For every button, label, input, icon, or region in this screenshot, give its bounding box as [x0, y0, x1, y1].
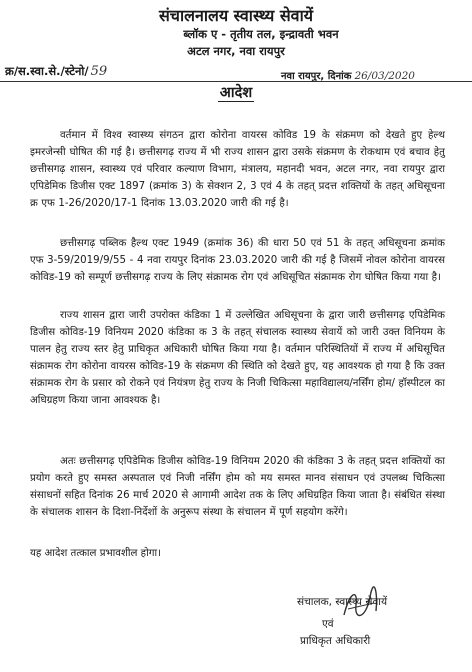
signatory-block — [300, 617, 371, 648]
document-title: आदेश — [219, 85, 253, 101]
block-address: ब्लॉक ए - तृतीय तल, इन्द्रावती भवन — [183, 27, 339, 41]
office-name: संचालनालय स्वास्थ्य सेवायें — [158, 6, 314, 25]
place-date-label: नवा रायपुर, दिनांक — [281, 71, 352, 82]
reference-handwritten-number: 59 — [90, 64, 108, 79]
reference-number — [5, 64, 107, 79]
place-date — [281, 68, 415, 82]
closing-line: यह आदेश तत्काल प्रभावशील होगा। — [30, 548, 161, 559]
signatory-title: संचालक, स्वास्थ्य सेवायें — [297, 596, 388, 608]
handwritten-date: 26/03/2020 — [354, 70, 415, 82]
paragraph-2: छत्तीसगढ़ पब्लिक हैल्थ एक्ट 1949 (क्रमांक 36) की धारा 50 एवं 51 के तहत् अधिसूचना क्रमांक एफ 3-59/2019/9/55 - 4 नवा रायपुर दिनांक 23.03.2020 जारी की गई है जिसमें नोवल कोरोना वायरस कोविड-19 को सम्पूर्ण छत्तीसगढ़ राज्य के लिए संक्रामक रोग एवं अधिसूचित संक्रामक रोग घोषित किया गया है। — [30, 238, 445, 284]
signatory-authority: प्राधिकृत अधिकारी — [300, 635, 371, 647]
paragraph-1: वर्तमान में विश्व स्वास्थ्य संगठन द्वारा कोरोना वायरस कोविड 19 के संक्रमण को देखते हुए हेल्थ इमरजेन्सी घोषित की गई है। छत्तीसगढ़ राज्य में भी राज्य शासन द्वारा उसके संक्रमण के रोकथाम एवं बचाव हेतु छत्तीसगढ़ शासन, स्वास्थ्य एवं परिवार कल्याण विभाग, मंत्रालय, महानदी भवन, अटल नगर, नवा रायपुर द्वारा एपिडेमिक डिजीस एक्ट 1897 (क्रमांक 3) के सेक्शन 2, 3 एवं 4 के तहत् प्रदत्त शक्तियों के तहत् अधिसूचना क्र एफ 1-26/2020/17-1 दिनांक 13.03.2020 जारी की गई है। — [30, 130, 445, 210]
city-address: अटल नगर, नवा रायपुर — [187, 44, 285, 58]
signatory-conjunction: एवं — [322, 618, 334, 630]
reference-label: क्र/स.स्वा.से./स्टेनो/ — [5, 64, 89, 78]
paragraph-4: अतः छत्तीसगढ़ एपिडेमिक डिजीस कोविड-19 विनियम 2020 की कंडिका 3 के तहत् प्रदत्त शक्तियों का प्रयोग करते हुए समस्त अस्पताल एवं निजी नर्सिंग होम को मय समस्त मानव संसाधन एवं उपलब्ध चिकित्सा संसाधनों सहित दिनांक 26 मार्च 2020 से आगामी आदेश तक के लिए अधिग्रहित किया जाता है। संबंधित संस्था के संचालक शासन के दिशा-निर्देशों के अनुरूप संस्था के संचालन में पूर्ण सहयोग करेंगे। — [30, 456, 445, 519]
paragraph-3: राज्य शासन द्वारा जारी उपरोक्त कंडिका 1 में उल्लेखित अधिसूचना के द्वारा जारी छत्तीसगढ़ एपिडेमिक डिजीस कोविड-19 विनियम 2020 कंडिका क 3 के तहत् संचालक स्वास्थ्य सेवायें को जारी उक्त विनियम के पालन हेतु राज्य स्तर हेतु प्राधिकृत अधिकारी घोषित किया गया है। वर्तमान परिस्थितियों में राज्य में अधिसूचित संक्रामक रोग कोरोना वायरस कोविड-19 के संक्रमण की स्थिति को देखते हुए, यह आवश्यक हो गया है कि उक्त संक्रामक रोग के प्रसार को रोकने एवं नियंत्रण हेतु राज्य के निजी चिकित्सा महाविद्यालय/नर्सिंग होम/ हॉस्पीटल का अधिग्रहण किया जाना आवश्यक है। — [30, 310, 445, 407]
